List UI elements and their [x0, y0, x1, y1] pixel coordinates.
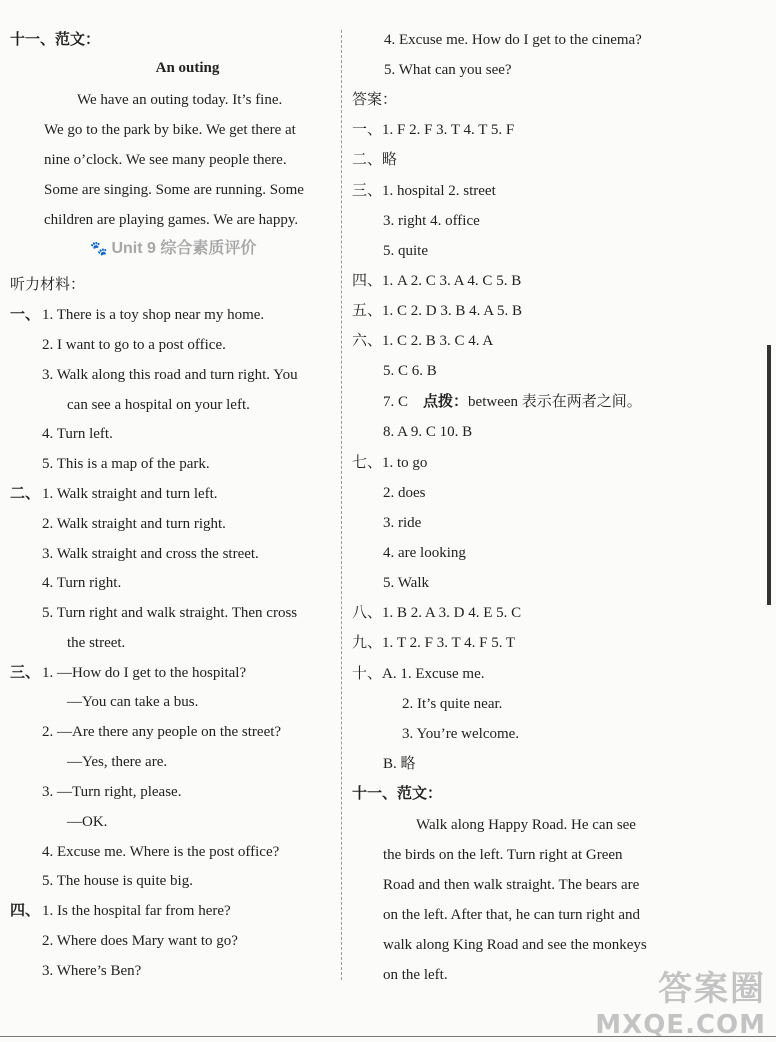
essay-title: An outing: [155, 60, 220, 76]
answer-row: 2. does: [383, 485, 426, 501]
list-item: can see a hospital on your left.: [67, 397, 250, 413]
essay-line: Road and then walk straight. The bears are: [383, 877, 640, 893]
list-item: 1. —How do I get to the hospital?: [42, 665, 247, 681]
list-item: 4. Turn left.: [42, 426, 113, 442]
section-11-heading: 十一、范文：: [10, 31, 101, 48]
list-item: 5. Turn right and walk straight. Then cross: [42, 605, 298, 621]
answer-row: 三、1. hospital 2. street: [352, 183, 496, 199]
answer-row: B. 略: [383, 756, 416, 772]
essay-line: We have an outing today. It’s fine.: [77, 92, 283, 108]
listening-label: 听力材料：: [10, 277, 86, 293]
essay-line: nine o’clock. We see many people there.: [44, 152, 287, 168]
essay-line: Some are singing. Some are running. Some: [44, 182, 304, 198]
list-item: 2. I want to go to a post office.: [42, 337, 226, 353]
tip-text: between 表示在两者之间。: [468, 394, 642, 410]
answer-row: 7. C 点拨：between 表示在两者之间。: [383, 393, 642, 410]
answer-row: 九、1. T 2. F 3. T 4. F 5. T: [352, 635, 516, 651]
list-item: 2. Where does Mary want to go?: [42, 933, 238, 949]
answer-row: 8. A 9. C 10. B: [383, 424, 473, 440]
section-4-label: 四、: [10, 902, 41, 919]
list-item: 3. Walk along this road and turn right. You: [42, 367, 298, 383]
list-item: —You can take a bus.: [67, 694, 199, 710]
list-item: 4. Turn right.: [42, 575, 122, 591]
list-item: 3. Where’s Ben?: [42, 963, 142, 979]
answers-label: 答案：: [352, 92, 398, 108]
answer-row: 十、A. 1. Excuse me.: [352, 666, 485, 682]
answer-row: 3. You’re welcome.: [402, 726, 520, 742]
list-item: 5. This is a map of the park.: [42, 456, 210, 472]
list-item: 4. Excuse me. How do I get to the cinema?: [384, 32, 642, 48]
essay-line: children are playing games. We are happy.: [44, 212, 299, 228]
answer-row: 5. quite: [383, 243, 428, 259]
answer-row: 5. Walk: [383, 575, 430, 591]
answer-row: 七、1. to go: [352, 455, 428, 471]
watermark: [566, 961, 766, 1040]
essay-line: walk along King Road and see the monkeys: [383, 937, 647, 953]
list-item: the street.: [67, 635, 126, 651]
list-item: 1. Is the hospital far from here?: [42, 903, 231, 919]
list-item: 1. There is a toy shop near my home.: [42, 307, 265, 323]
answer-row: 5. C 6. B: [383, 363, 437, 379]
list-item: 5. The house is quite big.: [42, 873, 193, 889]
answer-row: 4. are looking: [383, 545, 466, 561]
list-item: 5. What can you see?: [384, 62, 512, 78]
list-item: 2. —Are there any people on the street?: [42, 724, 282, 740]
essay-line: the birds on the left. Turn right at Green: [383, 847, 623, 863]
list-item: 1. Walk straight and turn left.: [42, 486, 218, 502]
section-1-label: 一、: [10, 306, 41, 323]
section-3-label: 三、: [10, 664, 41, 681]
list-item: 3. Walk straight and cross the street.: [42, 546, 259, 562]
answer-row: 3. right 4. office: [383, 213, 480, 229]
list-item: 3. —Turn right, please.: [42, 784, 182, 800]
answer-row: 3. ride: [383, 515, 422, 531]
answer-row: 四、1. A 2. C 3. A 4. C 5. B: [352, 273, 522, 289]
answer-row: 五、1. C 2. D 3. B 4. A 5. B: [352, 303, 523, 319]
answer-row: 八、1. B 2. A 3. D 4. E 5. C: [352, 605, 522, 621]
paw-icon: 🐾: [90, 240, 108, 256]
section-2-label: 二、: [10, 485, 41, 502]
essay-line: on the left. After that, he can turn right and: [383, 907, 640, 923]
watermark-logo-text: 答案圈: [658, 969, 766, 1009]
tip-label: 点拨：: [423, 393, 469, 410]
essay-line: Walk along Happy Road. He can see: [416, 817, 636, 833]
answer-row: 六、1. C 2. B 3. C 4. A: [352, 333, 494, 349]
page-edge-mark: [767, 345, 771, 605]
bottom-rule: [0, 1036, 776, 1037]
answer-row: 十一、范文：: [352, 785, 443, 802]
list-item: 4. Excuse me. Where is the post office?: [42, 844, 280, 860]
watermark-url: MXQE.COM: [595, 1010, 766, 1040]
column-divider: [341, 30, 342, 980]
answer-row: 二、略: [352, 152, 398, 168]
list-item: —Yes, there are.: [67, 754, 168, 770]
list-item: 2. Walk straight and turn right.: [42, 516, 226, 532]
unit-title: 🐾 Unit 9 综合素质评价: [90, 240, 257, 257]
essay-line: We go to the park by bike. We get there at: [44, 122, 296, 138]
list-item: —OK.: [67, 814, 108, 830]
answer-row: 2. It’s quite near.: [402, 696, 503, 712]
essay-line: on the left.: [383, 967, 448, 983]
answer-row: 一、1. F 2. F 3. T 4. T 5. F: [352, 122, 515, 138]
